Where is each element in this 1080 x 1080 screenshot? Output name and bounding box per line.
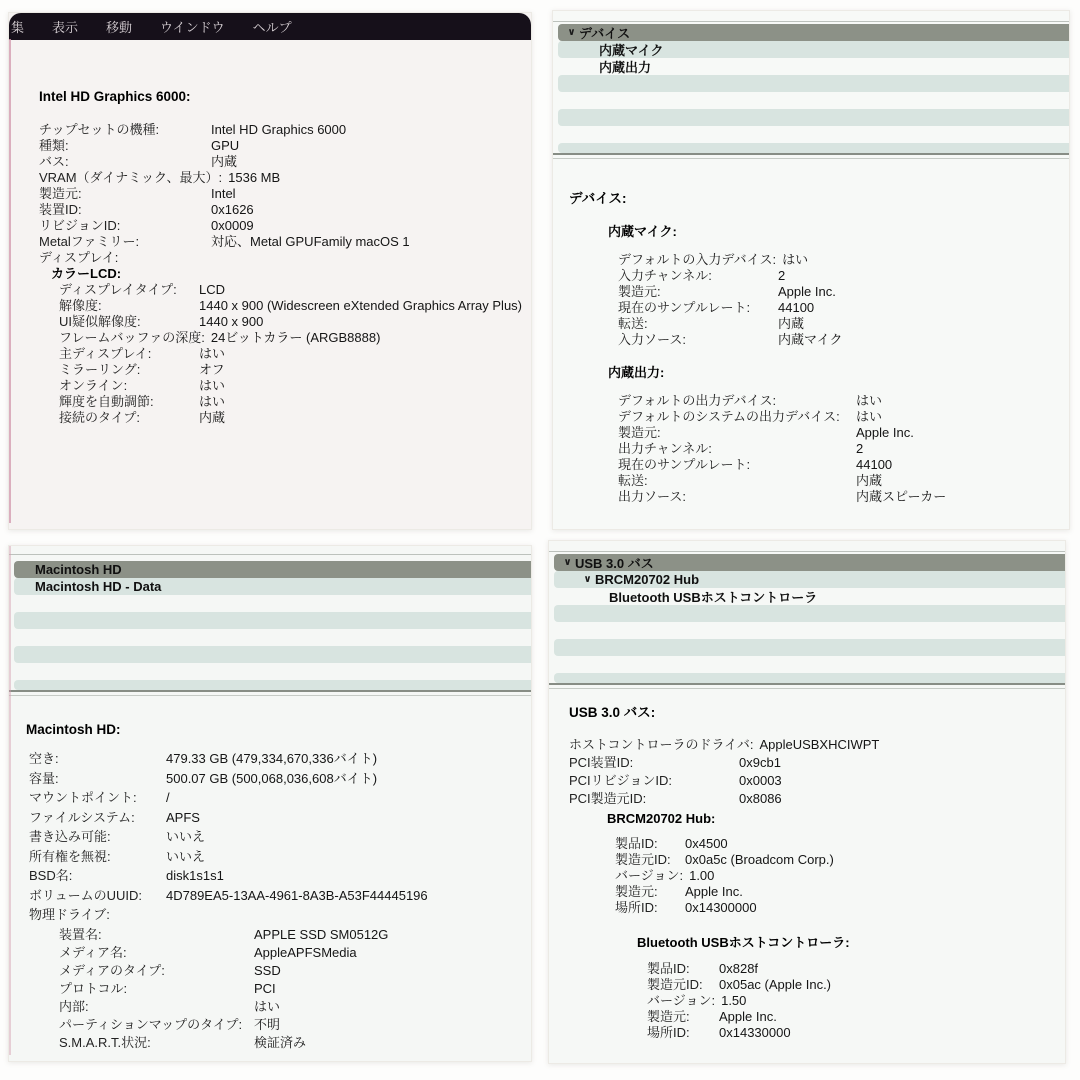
spec-value: PCI: [254, 980, 276, 996]
spec-label: PCIリビジョンID:: [569, 773, 673, 788]
spec-label: 出力チャンネル:: [618, 441, 712, 456]
spec-label: 製造元:: [615, 884, 658, 899]
spec-row: [615, 868, 1057, 884]
spec-value: 内蔵: [199, 410, 226, 425]
hub-section: [607, 811, 1057, 916]
list-item[interactable]: [554, 605, 1065, 622]
spec-value: 0x4500: [685, 836, 728, 851]
spec-row: [615, 884, 1057, 900]
spec-value: AppleUSBXHCIWPT: [759, 737, 880, 752]
mic-section-title: 内蔵マイク:: [608, 224, 677, 239]
bluetooth-spec-list: [647, 961, 1057, 1041]
spec-label: ディスプレイタイプ:: [59, 282, 177, 297]
spec-row: [29, 907, 523, 927]
spec-value: 1536 MB: [228, 170, 281, 185]
spec-value: SSD: [254, 962, 281, 978]
spec-label: 空き:: [29, 751, 59, 766]
spec-row: [618, 457, 1061, 473]
list-item-label: Macintosh HD: [35, 562, 122, 577]
spec-value: APPLE SSD SM0512G: [254, 926, 389, 942]
spec-label: VRAM（ダイナミック、最大）:: [39, 170, 223, 185]
spec-label: BSD名:: [29, 868, 73, 883]
spec-label: オンライン:: [59, 378, 128, 393]
spec-label: バージョン:: [647, 993, 716, 1008]
menu-item[interactable]: 表示: [52, 20, 79, 35]
disclosure-chevron-icon[interactable]: ∨: [583, 574, 592, 585]
spec-value: 44100: [778, 300, 815, 315]
spec-value: 0x0003: [739, 773, 782, 788]
menu-item[interactable]: 移動: [106, 20, 133, 35]
usb-bus-spec-list: [569, 737, 1057, 809]
list-item-label: Bluetooth USBホストコントローラ: [609, 590, 818, 605]
spec-row: [615, 852, 1057, 868]
spec-row: [29, 888, 523, 908]
spec-row: [29, 868, 523, 888]
spec-row: [647, 961, 1057, 977]
menu-item[interactable]: ヘルプ: [252, 20, 292, 35]
spec-row: [29, 771, 523, 791]
volume-list: [9, 554, 531, 692]
photo-edge-artifact: [9, 546, 11, 1055]
list-item-label: USB 3.0 バス: [575, 556, 654, 571]
spec-row: [59, 1035, 523, 1053]
spec-row: [29, 751, 523, 771]
spec-value: 1440 x 900: [199, 314, 264, 329]
list-item[interactable]: [558, 24, 1069, 41]
spec-row: [39, 218, 523, 234]
spec-value: 0x828f: [719, 961, 759, 976]
spec-row: [39, 234, 523, 250]
spec-row: [39, 138, 523, 154]
spec-label: チップセットの機種:: [39, 122, 160, 137]
panel-storage-volumes: [8, 545, 532, 1062]
spec-label: 場所ID:: [647, 1025, 690, 1040]
list-item[interactable]: [14, 561, 531, 578]
menu-item[interactable]: 集: [11, 20, 25, 35]
spec-value: はい: [856, 409, 883, 424]
spec-value: AppleAPFSMedia: [254, 944, 357, 960]
spec-label: PCI装置ID:: [569, 755, 634, 770]
list-item[interactable]: [554, 673, 1065, 683]
spec-label: 転送:: [618, 316, 648, 331]
section-title-usb-bus: USB 3.0 バス:: [569, 705, 656, 720]
spec-value: Apple Inc.: [719, 1009, 777, 1024]
spec-label: 主ディスプレイ:: [59, 346, 152, 361]
audio-device-list: [553, 21, 1069, 155]
spec-row: [647, 1025, 1057, 1041]
spec-label: ディスプレイ:: [39, 250, 119, 265]
spec-value: APFS: [166, 809, 200, 825]
spec-label: メディアのタイプ:: [59, 962, 165, 978]
panel-audio-devices: [552, 10, 1070, 530]
spec-row: [59, 999, 523, 1017]
spec-label: フレームバッファの深度:: [59, 330, 205, 345]
spec-label: 現在のサンプルレート:: [618, 300, 751, 315]
physical-drive-spec-list: [59, 927, 523, 1053]
spec-value: Apple Inc.: [778, 284, 836, 299]
list-item[interactable]: [558, 41, 1069, 58]
spec-value: GPU: [211, 138, 240, 153]
spec-label: 製造元:: [618, 284, 661, 299]
spec-row: [39, 170, 523, 186]
spec-row: [647, 1009, 1057, 1025]
spec-label: 種類:: [39, 138, 69, 153]
spec-value: 検証済み: [254, 1034, 307, 1050]
panel-graphics-info: [8, 12, 532, 530]
list-item-label: Macintosh HD - Data: [35, 579, 162, 594]
spec-row: [618, 268, 1061, 284]
spec-value: はい: [199, 394, 226, 409]
list-item[interactable]: [554, 656, 1065, 673]
spec-value: はい: [254, 998, 281, 1014]
spec-value: 2: [778, 268, 786, 283]
spec-row: [39, 122, 523, 138]
spec-row: [615, 836, 1057, 852]
spec-value: 1440 x 900 (Widescreen eXtended Graphics Array Plus): [199, 298, 523, 313]
spec-label: S.M.A.R.T.状況:: [59, 1034, 151, 1050]
spec-row: [647, 977, 1057, 993]
spec-row: [59, 362, 523, 378]
usb-device-list: [549, 551, 1065, 685]
spec-row: [618, 473, 1061, 489]
spec-value: いいえ: [166, 829, 206, 844]
spec-row: [29, 790, 523, 810]
spec-label: 製造元ID:: [615, 852, 671, 867]
spec-label: UI疑似解像度:: [59, 314, 141, 329]
spec-value: 479.33 GB (479,334,670,336バイト): [166, 751, 378, 766]
spec-row: [618, 441, 1061, 457]
spec-value: disk1s1s1: [166, 868, 224, 883]
list-item-label: デバイス: [579, 26, 631, 41]
graphics-spec-list: [39, 122, 523, 282]
mic-section: [608, 221, 1061, 348]
spec-row: [59, 346, 523, 362]
spec-value: 不明: [254, 1016, 281, 1032]
spec-value: 0x0009: [211, 218, 254, 233]
spec-row: [647, 993, 1057, 1009]
list-item-label: 内蔵出力: [599, 60, 652, 75]
spec-row: [618, 409, 1061, 425]
spec-label: リビジョンID:: [39, 218, 121, 233]
bluetooth-section: [637, 932, 1057, 1041]
list-item[interactable]: [554, 571, 1065, 588]
spec-label: ファイルシステム:: [29, 809, 135, 825]
output-section: [608, 362, 1061, 505]
spec-label: PCI製造元ID:: [569, 791, 647, 806]
spec-value: 0x8086: [739, 791, 782, 806]
spec-row: [59, 981, 523, 999]
spec-row: [615, 900, 1057, 916]
spec-value: はい: [199, 378, 226, 393]
spec-row: [618, 332, 1061, 348]
output-section-title: 内蔵出力:: [608, 365, 665, 380]
list-item[interactable]: [14, 595, 531, 612]
spec-label: Metalファミリー:: [39, 234, 140, 249]
list-item[interactable]: [558, 75, 1069, 92]
spec-value: Intel HD Graphics 6000: [211, 122, 347, 137]
output-spec-list: [618, 393, 1061, 505]
spec-label: 入力チャンネル:: [618, 268, 712, 283]
spec-value: 1.50: [721, 993, 747, 1008]
spec-label: 現在のサンプルレート:: [618, 457, 751, 472]
usb-detail: [549, 689, 1065, 1041]
list-item[interactable]: [554, 588, 1065, 605]
spec-row: [59, 410, 523, 426]
list-item[interactable]: [554, 622, 1065, 639]
mic-spec-list: [618, 252, 1061, 348]
spec-label: 製造元:: [647, 1009, 690, 1024]
spec-label: 書き込み可能:: [29, 829, 111, 844]
spec-label: 内部:: [59, 998, 89, 1014]
spec-row: [59, 330, 523, 346]
spec-label: マウントポイント:: [29, 790, 137, 805]
spec-label: 容量:: [29, 770, 59, 786]
bluetooth-section-title: Bluetooth USBホストコントローラ:: [637, 935, 850, 950]
spec-row: [59, 298, 523, 314]
spec-label: デフォルトのシステムの出力デバイス:: [618, 409, 840, 424]
list-item[interactable]: [14, 612, 531, 629]
spec-label: 装置ID:: [39, 202, 82, 217]
spec-label: 製品ID:: [615, 836, 658, 851]
spec-value: 0x14330000: [719, 1025, 791, 1040]
spec-value: 0x1626: [211, 202, 254, 217]
spec-row: [569, 773, 1057, 791]
spec-label: 転送:: [618, 473, 648, 488]
menu-item[interactable]: ウインドウ: [160, 20, 225, 35]
list-item[interactable]: [558, 92, 1069, 109]
spec-row: [618, 300, 1061, 316]
spec-row: [618, 252, 1061, 268]
hub-spec-list: [615, 836, 1057, 916]
list-item[interactable]: [14, 646, 531, 663]
spec-row: [39, 250, 523, 266]
spec-value: はい: [199, 346, 226, 361]
spec-row: [39, 154, 523, 170]
disclosure-chevron-icon[interactable]: ∨: [567, 27, 576, 38]
spec-label: 製品ID:: [647, 961, 690, 976]
spec-label: 解像度:: [59, 298, 102, 313]
spec-label: カラーLCD:: [51, 266, 122, 281]
spec-row: [569, 737, 1057, 755]
menu-bar: [9, 13, 531, 40]
spec-row: [39, 266, 523, 282]
spec-label: 輝度を自動調節:: [59, 394, 154, 409]
graphics-detail: [9, 40, 531, 426]
audio-detail: [553, 159, 1069, 505]
spec-row: [618, 284, 1061, 300]
spec-label: 場所ID:: [615, 900, 658, 915]
spec-row: [59, 282, 523, 298]
spec-value: オフ: [199, 362, 225, 377]
spec-label: ボリュームのUUID:: [29, 887, 142, 903]
spec-row: [59, 394, 523, 410]
list-item[interactable]: [558, 126, 1069, 143]
list-item[interactable]: [14, 663, 531, 680]
spec-value: 24ビットカラー (ARGB8888): [210, 330, 381, 345]
spec-label: 出力ソース:: [618, 489, 686, 504]
spec-row: [29, 810, 523, 830]
spec-row: [569, 755, 1057, 773]
spec-row: [59, 378, 523, 394]
spec-value: 内蔵スピーカー: [856, 489, 947, 504]
spec-value: Intel: [211, 186, 236, 201]
spec-value: 1.00: [689, 868, 715, 883]
section-title-graphics: Intel HD Graphics 6000:: [39, 89, 191, 104]
list-item[interactable]: [558, 58, 1069, 75]
spec-label: パーティションマップのタイプ:: [59, 1016, 243, 1032]
spec-label: デフォルトの出力デバイス:: [618, 393, 777, 408]
spec-row: [39, 186, 523, 202]
spec-label: 接続のタイプ:: [59, 410, 140, 425]
spec-label: 製造元:: [618, 425, 661, 440]
panel-usb-bus: [548, 540, 1066, 1064]
spec-value: はい: [782, 252, 809, 267]
spec-label: 物理ドライブ:: [29, 907, 110, 922]
list-item[interactable]: [14, 680, 531, 690]
spec-row: [59, 963, 523, 981]
spec-value: LCD: [199, 282, 226, 297]
spec-value: 4D789EA5-13AA-4961-8A3B-A53F44445196: [166, 887, 428, 903]
spec-row: [29, 849, 523, 869]
spec-row: [618, 316, 1061, 332]
spec-value: はい: [856, 393, 883, 408]
spec-value: 0x14300000: [685, 900, 757, 915]
spec-value: 44100: [856, 457, 893, 472]
list-item[interactable]: [558, 109, 1069, 126]
hub-section-title: BRCM20702 Hub:: [607, 811, 716, 826]
spec-row: [569, 791, 1057, 809]
storage-detail: [9, 696, 531, 1053]
spec-label: メディア名:: [59, 944, 127, 960]
section-title-volume: Macintosh HD:: [26, 722, 121, 737]
spec-label: バス:: [39, 154, 69, 169]
spec-value: 0x05ac (Apple Inc.): [719, 977, 832, 992]
spec-value: Apple Inc.: [856, 425, 914, 440]
spec-label: 装置名:: [59, 926, 102, 942]
spec-value: 対応、Metal GPUFamily macOS 1: [211, 234, 410, 249]
spec-label: ミラーリング:: [59, 362, 141, 377]
spec-value: 内蔵: [778, 316, 805, 331]
display-spec-list: [59, 282, 523, 426]
spec-value: Apple Inc.: [685, 884, 743, 899]
spec-label: デフォルトの入力デバイス:: [618, 252, 777, 267]
spec-label: ホストコントローラのドライバ:: [569, 737, 754, 752]
spec-label: バージョン:: [615, 868, 684, 883]
spec-value: 内蔵: [211, 154, 238, 169]
photo-edge-artifact: [9, 39, 11, 523]
list-item[interactable]: [558, 143, 1069, 153]
list-item[interactable]: [14, 629, 531, 646]
spec-row: [59, 1017, 523, 1035]
spec-value: /: [166, 790, 170, 805]
spec-value: 0x9cb1: [739, 755, 781, 770]
spec-row: [618, 489, 1061, 505]
list-item-label: BRCM20702 Hub: [595, 572, 700, 587]
spec-row: [59, 945, 523, 963]
spec-label: プロトコル:: [59, 980, 128, 996]
section-title-devices: デバイス:: [569, 191, 627, 206]
spec-value: 内蔵マイク: [778, 332, 843, 347]
spec-label: 製造元ID:: [647, 977, 703, 992]
spec-row: [29, 829, 523, 849]
spec-value: 500.07 GB (500,068,036,608バイト): [166, 770, 378, 786]
spec-row: [59, 314, 523, 330]
list-item[interactable]: [554, 554, 1065, 571]
list-item-label: 内蔵マイク: [599, 43, 664, 58]
spec-row: [618, 393, 1061, 409]
list-item[interactable]: [14, 578, 531, 595]
list-item[interactable]: [554, 639, 1065, 656]
spec-row: [39, 202, 523, 218]
disclosure-chevron-icon[interactable]: ∨: [563, 557, 572, 568]
spec-row: [618, 425, 1061, 441]
spec-label: 所有権を無視:: [29, 848, 111, 864]
volume-spec-list: [29, 751, 523, 927]
spec-value: 2: [856, 441, 864, 456]
spec-value: 0x0a5c (Broadcom Corp.): [685, 852, 834, 867]
spec-value: 内蔵: [856, 473, 883, 488]
spec-value: いいえ: [166, 848, 206, 864]
spec-label: 製造元:: [39, 186, 82, 201]
spec-label: 入力ソース:: [618, 332, 686, 347]
spec-row: [59, 927, 523, 945]
